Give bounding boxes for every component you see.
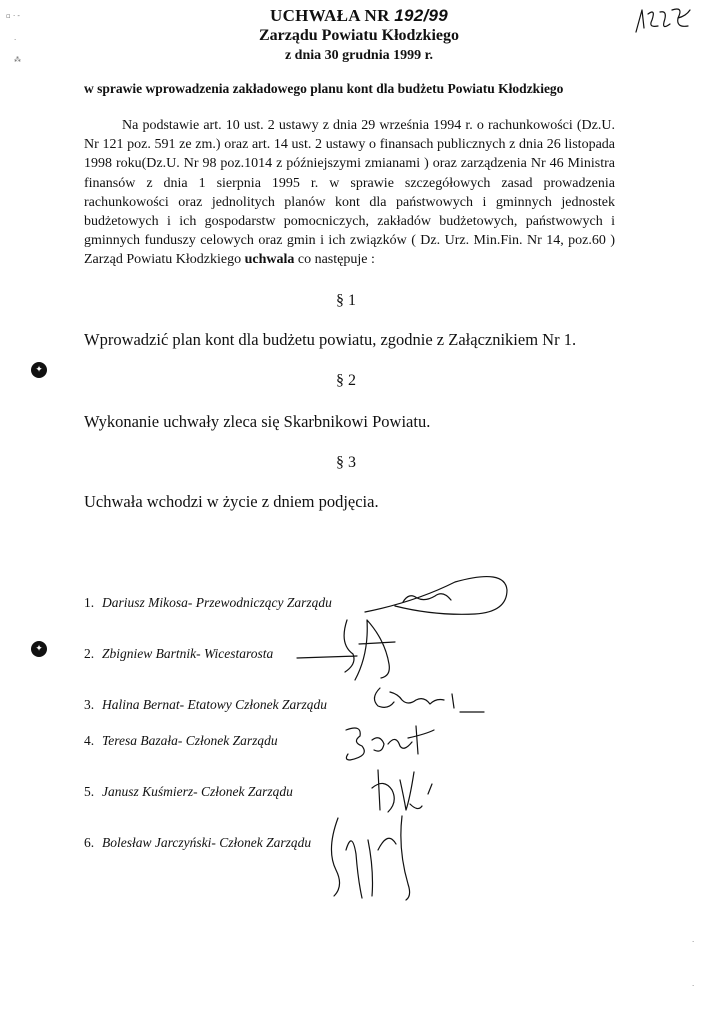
section-text-2: Wykonanie uchwały zleca się Skarbnikowi Powiatu. (84, 412, 431, 431)
margin-mark: · (692, 938, 695, 946)
signature-4 (338, 720, 448, 768)
subject-line: w sprawie wprowadzenia zakładowego planu kont dla budżetu Powiatu Kłodzkiego (84, 81, 564, 96)
resolution-title: UCHWAŁA NR 192/99 (270, 6, 448, 25)
member-item: 3. Halina Bernat- Etatowy Członek Zarządu (84, 697, 327, 712)
margin-mark: ⁂ (14, 56, 21, 64)
signature-6 (322, 810, 432, 906)
margin-mark: · (14, 36, 17, 44)
member-item: 2. Zbigniew Bartnik- Wicestarosta (84, 646, 274, 661)
corner-handwritten-number (632, 6, 694, 36)
member-item: 1. Dariusz Mikosa- Przewodniczący Zarządu (84, 595, 332, 610)
punch-hole-mark: ✦ (31, 362, 47, 378)
member-item: 4. Teresa Bazała- Członek Zarządu (84, 733, 278, 748)
signature-3 (368, 682, 488, 722)
section-mark-3: § 3 (336, 454, 356, 471)
resolution-date: z dnia 30 grudnia 1999 r. (284, 48, 434, 63)
section-mark-1: § 1 (336, 292, 356, 309)
member-item: 5. Janusz Kuśmierz- Członek Zarządu (84, 784, 293, 799)
section-text-3: Uchwała wchodzi w życie z dniem podjęcia. (84, 492, 379, 511)
preamble-bold-word: uchwala (244, 252, 295, 268)
signature-2 (295, 614, 415, 684)
punch-hole-mark: ✦ (31, 641, 47, 657)
resolution-number: 192/99 (394, 6, 448, 25)
member-item: 6. Bolesław Jarczyński- Członek Zarządu (84, 835, 312, 850)
issuer: Zarządu Powiatu Kłodzkiego (258, 27, 459, 44)
section-mark-2: § 2 (336, 372, 356, 389)
section-text-1: Wprowadzić plan kont dla budżetu powiatu, zgodnie z Załącznikiem Nr 1. (84, 330, 577, 349)
preamble: Na podstawie art. 10 ust. 2 ustawy z dnia 29 września 1994 r. o rachunkowości (Dz.U. Nr 121 poz. 591 ze zm.) oraz art. 14 ust. 2 ustawy o finansach publicznych z dnia 26 listopada 1998 roku(Dz.U. Nr 98 poz.1014 z późniejszymi zmianami ) oraz zarządzenia Nr 46 Ministra finansów z dnia 1 sierpnia 1995 r. w sprawie szczegółowych zasad prowadzenia rachunkowości oraz jednolitych planów kont dla państwowych i gminnych jednostek budżetowych i ich gospodarstw pomocniczych, zakładów budżetowych, państwowych i gminnych funduszy celowych oraz gmin i ich związków ( Dz. Urz. Min.Fin. Nr 14, poz.60 ) Zarząd Powiatu Kłodzkiego uchwala co następuje : (84, 118, 615, 268)
margin-mark: ▫ · - (6, 12, 20, 20)
margin-mark: · (692, 982, 695, 990)
